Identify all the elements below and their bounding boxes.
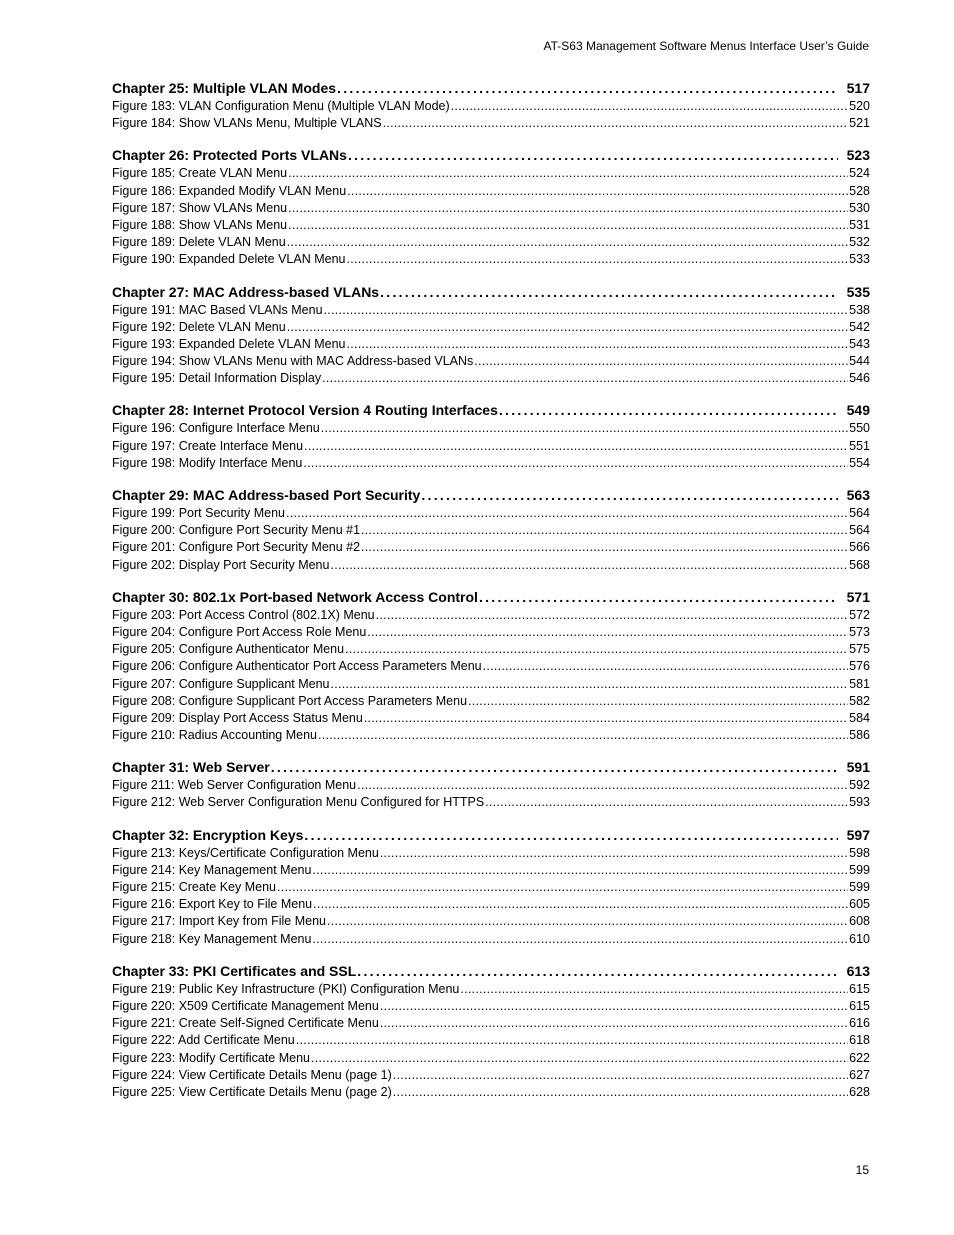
figure-entry[interactable] xyxy=(112,438,870,455)
figure-page-number: 581 xyxy=(849,676,870,691)
dot-leader xyxy=(376,607,849,624)
figure-entry[interactable] xyxy=(112,319,870,336)
figure-title: Figure 194: Show VLANs Menu with MAC Address-based VLANs xyxy=(112,354,474,369)
figure-page-number: 554 xyxy=(849,455,870,470)
figure-entry[interactable] xyxy=(112,931,870,948)
dot-leader xyxy=(380,845,848,862)
figure-entry[interactable] xyxy=(112,845,870,862)
chapter-title: Chapter 33: PKI Certificates and SSL xyxy=(112,962,357,979)
figure-entry[interactable] xyxy=(112,896,870,913)
figure-page-number: 586 xyxy=(849,728,870,743)
chapter-page-number: 597 xyxy=(846,826,870,843)
dot-leader xyxy=(345,641,848,658)
figure-title: Figure 201: Configure Port Security Menu #2 xyxy=(112,540,361,555)
figure-page-number: 598 xyxy=(849,845,870,860)
figure-page-number: 592 xyxy=(849,778,870,793)
chapter-entry[interactable] xyxy=(112,758,870,777)
dot-leader xyxy=(321,420,848,437)
figure-page-number: 530 xyxy=(849,200,870,215)
chapter-section xyxy=(112,283,870,388)
dot-leader xyxy=(304,438,848,455)
chapter-entry[interactable] xyxy=(112,962,870,981)
dot-leader xyxy=(380,1015,848,1032)
figure-entry[interactable] xyxy=(112,183,870,200)
figure-title: Figure 183: VLAN Configuration Menu (Multiple VLAN Mode) xyxy=(112,99,450,113)
figure-page-number: 533 xyxy=(849,252,870,267)
figure-page-number: 524 xyxy=(849,166,870,181)
dot-leader xyxy=(383,115,849,132)
figure-title: Figure 214: Key Management Menu xyxy=(112,862,312,877)
figure-entry[interactable] xyxy=(112,658,870,675)
figure-title: Figure 202: Display Port Security Menu xyxy=(112,557,330,572)
dot-leader xyxy=(337,79,838,98)
chapter-title: Chapter 29: MAC Address-based Port Security xyxy=(112,487,421,503)
figure-page-number: 572 xyxy=(849,607,870,622)
figure-title: Figure 195: Detail Information Display xyxy=(112,371,322,386)
figure-entry[interactable] xyxy=(112,234,870,251)
figure-title: Figure 218: Key Management Menu xyxy=(112,931,312,946)
figure-entry[interactable] xyxy=(112,1015,870,1032)
figure-page-number: 538 xyxy=(849,302,870,317)
figure-page-number: 520 xyxy=(849,99,870,113)
figure-entry[interactable] xyxy=(112,1067,870,1084)
dot-leader xyxy=(474,353,848,370)
figure-entry[interactable] xyxy=(112,794,870,811)
figure-page-number: 544 xyxy=(849,354,870,369)
dot-leader xyxy=(313,896,848,913)
dot-leader xyxy=(347,183,848,200)
figure-title: Figure 223: Modify Certificate Menu xyxy=(112,1050,311,1065)
figure-entry[interactable] xyxy=(112,353,870,370)
figure-entry[interactable] xyxy=(112,641,870,658)
figure-entry[interactable] xyxy=(112,522,870,539)
figure-entry[interactable] xyxy=(112,115,870,132)
chapter-page-number: 523 xyxy=(846,147,870,164)
figure-title: Figure 203: Port Access Control (802.1X) Menu xyxy=(112,607,375,622)
figure-title: Figure 208: Configure Supplicant Port Access Parameters Menu xyxy=(112,693,468,708)
figure-title: Figure 197: Create Interface Menu xyxy=(112,438,304,453)
dot-leader xyxy=(287,234,848,251)
figure-entry[interactable] xyxy=(112,607,870,624)
figure-page-number: 599 xyxy=(849,862,870,877)
figure-entry[interactable] xyxy=(112,165,870,182)
figure-title: Figure 206: Configure Authenticator Port Access Parameters Menu xyxy=(112,659,482,674)
dot-leader xyxy=(327,913,848,930)
figure-page-number: 599 xyxy=(849,880,870,894)
chapter-page-number: 535 xyxy=(846,283,870,300)
dot-leader xyxy=(303,455,848,472)
figure-page-number: 564 xyxy=(849,523,870,538)
dot-leader xyxy=(288,165,848,182)
dot-leader xyxy=(357,777,848,794)
chapter-entry[interactable] xyxy=(112,486,870,505)
figure-title: Figure 221: Create Self-Signed Certificate Menu xyxy=(112,1016,379,1031)
figure-title: Figure 193: Expanded Delete VLAN Menu xyxy=(112,336,346,351)
chapter-title: Chapter 26: Protected Ports VLANs xyxy=(112,147,347,164)
figure-page-number: 568 xyxy=(849,557,870,572)
figure-title: Figure 191: MAC Based VLANs Menu xyxy=(112,302,323,317)
dot-leader xyxy=(318,727,848,744)
chapter-title: Chapter 27: MAC Address-based VLANs xyxy=(112,283,380,300)
figure-entry[interactable] xyxy=(112,879,870,896)
figure-entry[interactable] xyxy=(112,302,870,319)
dot-leader xyxy=(361,539,848,556)
dot-leader xyxy=(364,710,848,727)
dot-leader xyxy=(287,319,848,336)
chapter-title: Chapter 28: Internet Protocol Version 4 Routing Interfaces xyxy=(112,402,498,419)
table-of-figures xyxy=(112,79,870,1115)
figure-page-number: 532 xyxy=(849,235,870,250)
figure-entry[interactable] xyxy=(112,727,870,744)
chapter-page-number: 571 xyxy=(846,588,870,605)
chapter-page-number: 517 xyxy=(846,80,870,96)
chapter-title: Chapter 30: 802.1x Port-based Network Access Control xyxy=(112,588,478,605)
figure-title: Figure 207: Configure Supplicant Menu xyxy=(112,676,330,691)
figure-title: Figure 200: Configure Port Security Menu #1 xyxy=(112,523,361,538)
dot-leader xyxy=(361,522,848,539)
dot-leader xyxy=(311,1050,848,1067)
dot-leader xyxy=(312,862,848,879)
chapter-section xyxy=(112,962,870,1101)
dot-leader xyxy=(380,283,838,302)
figure-title: Figure 184: Show VLANs Menu, Multiple VLANS xyxy=(112,116,382,131)
dot-leader xyxy=(460,981,848,998)
figure-page-number: 616 xyxy=(849,1016,870,1031)
figure-title: Figure 185: Create VLAN Menu xyxy=(112,166,288,181)
dot-leader xyxy=(468,693,848,710)
figure-title: Figure 216: Export Key to File Menu xyxy=(112,897,313,912)
dot-leader xyxy=(330,557,848,574)
dot-leader xyxy=(296,1032,848,1049)
figure-entry[interactable] xyxy=(112,98,870,115)
figure-page-number: 575 xyxy=(849,642,870,657)
chapter-page-number: 591 xyxy=(846,759,870,776)
figure-entry[interactable] xyxy=(112,693,870,710)
page-number: 15 xyxy=(855,1163,869,1177)
dot-leader xyxy=(348,146,838,165)
figure-title: Figure 192: Delete VLAN Menu xyxy=(112,319,286,334)
figure-title: Figure 212: Web Server Configuration Menu Configured for HTTPS xyxy=(112,795,485,810)
figure-page-number: 546 xyxy=(849,371,870,386)
figure-page-number: 551 xyxy=(849,438,870,453)
dot-leader xyxy=(346,251,848,268)
figure-title: Figure 204: Configure Port Access Role Menu xyxy=(112,624,367,639)
dot-leader xyxy=(304,826,837,845)
figure-entry[interactable] xyxy=(112,217,870,234)
figure-page-number: 615 xyxy=(849,981,870,996)
dot-leader xyxy=(346,336,848,353)
figure-title: Figure 210: Radius Accounting Menu xyxy=(112,728,317,743)
figure-entry[interactable] xyxy=(112,1084,870,1101)
figure-entry[interactable] xyxy=(112,370,870,387)
figure-entry[interactable] xyxy=(112,676,870,693)
dot-leader xyxy=(499,401,838,420)
figure-entry[interactable] xyxy=(112,557,870,574)
figure-title: Figure 186: Expanded Modify VLAN Menu xyxy=(112,183,347,198)
figure-page-number: 608 xyxy=(849,914,870,929)
figure-page-number: 605 xyxy=(849,897,870,912)
chapter-entry[interactable] xyxy=(112,146,870,165)
figure-page-number: 615 xyxy=(849,998,870,1013)
figure-title: Figure 187: Show VLANs Menu xyxy=(112,200,288,215)
figure-page-number: 618 xyxy=(849,1033,870,1048)
figure-entry[interactable] xyxy=(112,455,870,472)
chapter-title: Chapter 25: Multiple VLAN Modes xyxy=(112,80,337,96)
dot-leader xyxy=(322,370,848,387)
chapter-entry[interactable] xyxy=(112,283,870,302)
dot-leader xyxy=(324,302,849,319)
dot-leader xyxy=(485,794,848,811)
dot-leader xyxy=(288,200,848,217)
chapter-page-number: 549 xyxy=(846,402,870,419)
chapter-section xyxy=(112,401,870,472)
figure-entry[interactable] xyxy=(112,420,870,437)
figure-title: Figure 188: Show VLANs Menu xyxy=(112,217,288,232)
dot-leader xyxy=(286,505,848,522)
dot-leader xyxy=(421,486,837,505)
figure-entry[interactable] xyxy=(112,624,870,641)
figure-page-number: 582 xyxy=(849,693,870,708)
figure-page-number: 521 xyxy=(849,116,870,131)
chapter-section xyxy=(112,146,870,268)
dot-leader xyxy=(312,931,848,948)
figure-title: Figure 196: Configure Interface Menu xyxy=(112,421,320,436)
figure-page-number: 564 xyxy=(849,506,870,520)
figure-page-number: 584 xyxy=(849,710,870,725)
chapter-section xyxy=(112,758,870,811)
figure-page-number: 573 xyxy=(849,624,870,639)
chapter-section xyxy=(112,486,870,574)
dot-leader xyxy=(483,658,849,675)
figure-page-number: 627 xyxy=(849,1067,870,1082)
chapter-entry[interactable] xyxy=(112,826,870,845)
figure-page-number: 610 xyxy=(849,931,870,946)
chapter-title: Chapter 31: Web Server xyxy=(112,759,270,776)
figure-title: Figure 189: Delete VLAN Menu xyxy=(112,235,286,250)
chapter-entry[interactable] xyxy=(112,401,870,420)
figure-title: Figure 222: Add Certificate Menu xyxy=(112,1033,295,1048)
dot-leader xyxy=(367,624,848,641)
figure-page-number: 566 xyxy=(849,540,870,555)
figure-entry[interactable] xyxy=(112,251,870,268)
chapter-entry[interactable] xyxy=(112,79,870,98)
figure-title: Figure 224: View Certificate Details Menu (page 1) xyxy=(112,1067,392,1082)
figure-title: Figure 217: Import Key from File Menu xyxy=(112,914,326,929)
dot-leader xyxy=(288,217,848,234)
dot-leader xyxy=(393,1084,848,1101)
dot-leader xyxy=(331,676,849,693)
chapter-entry[interactable] xyxy=(112,588,870,607)
figure-entry[interactable] xyxy=(112,1050,870,1067)
chapter-section xyxy=(112,588,870,745)
chapter-section xyxy=(112,79,870,132)
figure-title: Figure 211: Web Server Configuration Menu xyxy=(112,778,357,793)
chapter-section xyxy=(112,826,870,948)
figure-entry[interactable] xyxy=(112,336,870,353)
figure-title: Figure 205: Configure Authenticator Menu xyxy=(112,642,345,657)
figure-entry[interactable] xyxy=(112,505,870,522)
figure-page-number: 531 xyxy=(849,217,870,232)
figure-entry[interactable] xyxy=(112,981,870,998)
figure-entry[interactable] xyxy=(112,200,870,217)
figure-page-number: 528 xyxy=(849,183,870,198)
figure-entry[interactable] xyxy=(112,777,870,794)
chapter-page-number: 563 xyxy=(846,487,870,503)
chapter-page-number: 613 xyxy=(846,962,870,979)
figure-entry[interactable] xyxy=(112,913,870,930)
dot-leader xyxy=(380,998,848,1015)
figure-title: Figure 220: X509 Certificate Management Menu xyxy=(112,998,379,1013)
dot-leader xyxy=(479,588,838,607)
dot-leader xyxy=(271,758,838,777)
figure-title: Figure 225: View Certificate Details Menu (page 2) xyxy=(112,1084,392,1099)
figure-title: Figure 190: Expanded Delete VLAN Menu xyxy=(112,252,346,267)
figure-page-number: 543 xyxy=(849,336,870,351)
figure-title: Figure 198: Modify Interface Menu xyxy=(112,455,303,470)
figure-entry[interactable] xyxy=(112,862,870,879)
figure-title: Figure 219: Public Key Infrastructure (PKI) Configuration Menu xyxy=(112,981,460,996)
figure-title: Figure 215: Create Key Menu xyxy=(112,880,276,894)
figure-page-number: 628 xyxy=(849,1084,870,1099)
dot-leader xyxy=(451,98,848,115)
figure-entry[interactable] xyxy=(112,539,870,556)
chapter-title: Chapter 32: Encryption Keys xyxy=(112,826,304,843)
figure-page-number: 576 xyxy=(849,659,870,674)
figure-page-number: 593 xyxy=(849,795,870,810)
dot-leader xyxy=(393,1067,848,1084)
figure-title: Figure 209: Display Port Access Status Menu xyxy=(112,710,363,725)
figure-page-number: 542 xyxy=(849,319,870,334)
running-header: AT-S63 Management Software Menus Interface User’s Guide xyxy=(543,39,869,53)
figure-title: Figure 199: Port Security Menu xyxy=(112,506,285,520)
dot-leader xyxy=(277,879,848,896)
figure-entry[interactable] xyxy=(112,710,870,727)
figure-page-number: 622 xyxy=(849,1050,870,1065)
figure-title: Figure 213: Keys/Certificate Configuration Menu xyxy=(112,845,379,860)
figure-entry[interactable] xyxy=(112,998,870,1015)
figure-entry[interactable] xyxy=(112,1032,870,1049)
figure-page-number: 550 xyxy=(849,421,870,436)
dot-leader xyxy=(357,962,837,981)
